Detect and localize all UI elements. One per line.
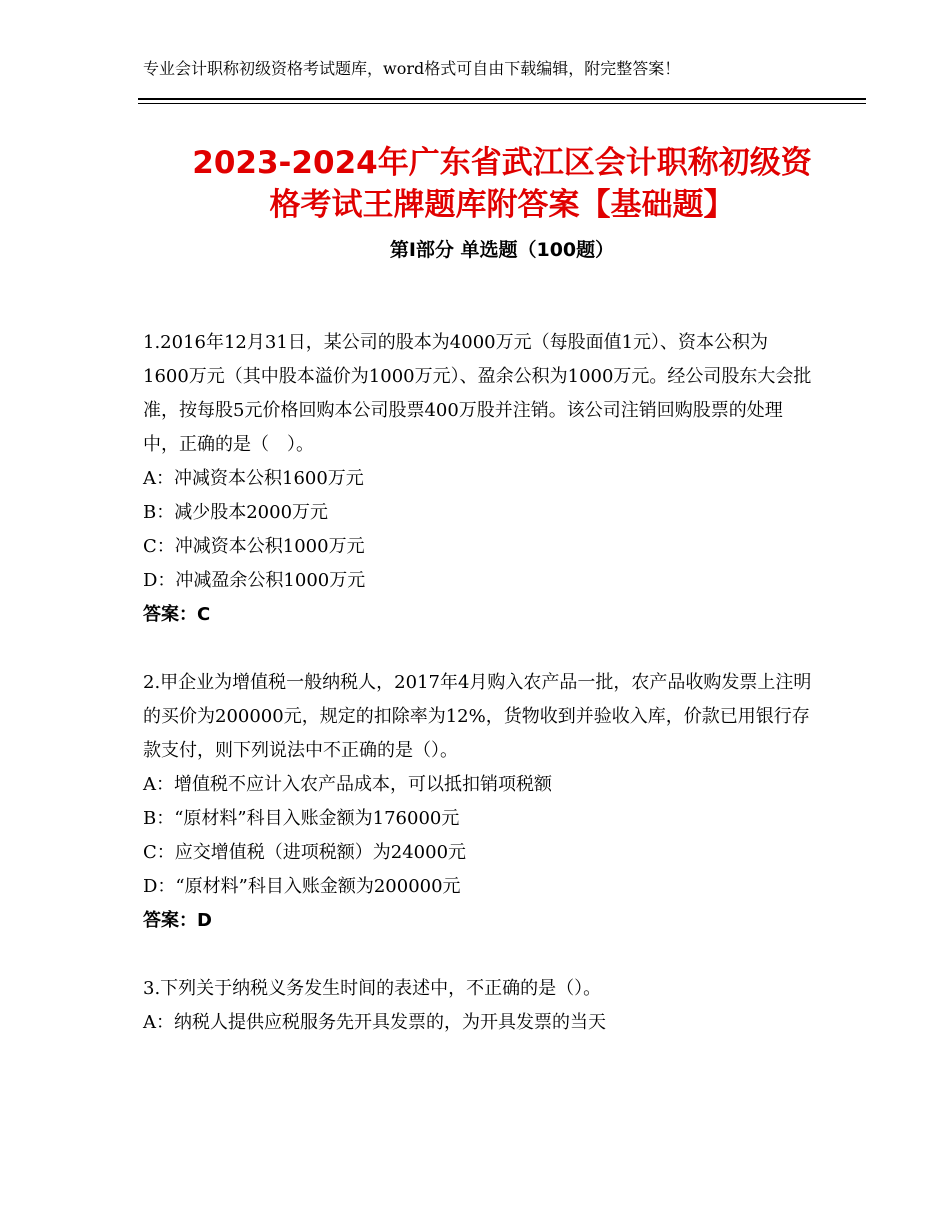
answer-label: 答案：D xyxy=(143,910,212,931)
question-list xyxy=(143,326,813,1074)
header-note: 专业会计职称初级资格考试题库，word格式可自由下载编辑，附完整答案！ xyxy=(143,59,681,78)
question-2 xyxy=(143,666,813,938)
title-line-2: 格考试王牌题库附答案【基础题】 xyxy=(269,187,735,223)
question-text: 3.下列关于纳税义务发生时间的表述中，不正确的是（）。 xyxy=(143,978,602,999)
header-rule-thick xyxy=(138,98,866,100)
option-c: C：冲减资本公积1000万元 xyxy=(143,536,365,557)
option-c: C：应交增值税（进项税额）为24000元 xyxy=(143,842,467,863)
option-a: A：增值税不应计入农产品成本，可以抵扣销项税额 xyxy=(143,774,552,795)
option-a: A：纳税人提供应税服务先开具发票的，为开具发票的当天 xyxy=(143,1012,606,1033)
question-3 xyxy=(143,972,813,1040)
option-d: D：冲减盈余公积1000万元 xyxy=(143,570,366,591)
document-title xyxy=(138,142,866,226)
answer-label: 答案：C xyxy=(143,604,211,625)
question-text: 1.2016年12月31日，某公司的股本为4000万元（每股面值1元）、资本公积为1600万元（其中股本溢价为1000万元）、盈余公积为1000万元。经公司股东大会批准，按每股5元价格回购本公司股票400万股并注销。该公司注销回购股票的处理中，正确的是（ ）。 xyxy=(143,332,812,455)
option-a: A：冲减资本公积1600万元 xyxy=(143,468,364,489)
option-b: B：减少股本2000万元 xyxy=(143,502,329,523)
title-line-1: 2023-2024年广东省武江区会计职称初级资 xyxy=(192,145,812,181)
header-rule-thin xyxy=(138,103,866,104)
question-1 xyxy=(143,326,813,632)
option-b: B：“原材料”科目入账金额为176000元 xyxy=(143,808,460,829)
option-d: D：“原材料”科目入账金额为200000元 xyxy=(143,876,461,897)
section-heading: 第Ⅰ部分 单选题（100题） xyxy=(389,239,615,261)
question-text: 2.甲企业为增值税一般纳税人，2017年4月购入农产品一批，农产品收购发票上注明的买价为200000元，规定的扣除率为12%，货物收到并验收入库，价款已用银行存款支付，则下列说法中不正确的是（）。 xyxy=(143,672,812,761)
